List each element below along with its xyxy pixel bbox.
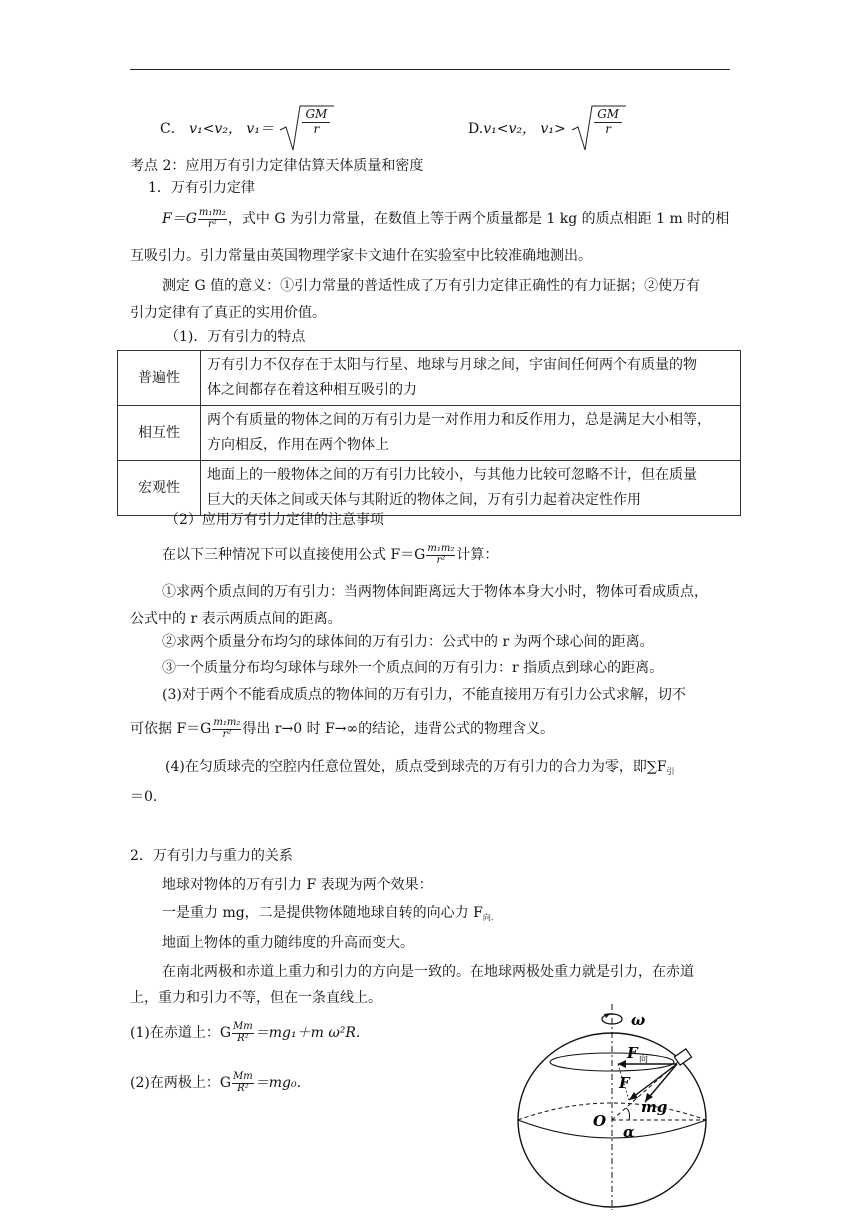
sqrt-numerator: GM bbox=[302, 108, 330, 123]
feature-desc-line: 万有引力不仅存在于太阳与行星、地球与月球之间，宇宙间任何两个有质量的物 bbox=[207, 357, 697, 373]
option-c-relation: v₁<v₂， bbox=[189, 121, 242, 137]
f-centripetal-subscript: 向 bbox=[639, 1055, 649, 1065]
notes-intro bbox=[162, 544, 498, 566]
feature-desc bbox=[201, 461, 741, 516]
cavendish-line: 互吸引力。引力常量由英国物理学家卡文迪什在实验室中比较准确地测出。 bbox=[130, 248, 592, 264]
mg-label: mg bbox=[641, 1098, 668, 1116]
note4-text: (4)在匀质球壳的空腔内任意位置处，质点受到球壳的万有引力的合力为零，即∑F bbox=[165, 759, 667, 775]
formula-fraction bbox=[426, 544, 455, 566]
gravity-force-arrow bbox=[629, 1064, 677, 1100]
g-meaning-line1: 测定 G 值的意义：①引力常量的普适性成了万有引力定律正确性的有力证据；②使万有 bbox=[162, 278, 701, 294]
f-centripetal-label: F bbox=[627, 1044, 638, 1062]
poles-label: (2)在两极上：G bbox=[130, 1075, 232, 1091]
note4-line2: ＝0. bbox=[130, 789, 158, 805]
case2-line: ②求两个质量分布均匀的球体间的万有引力：公式中的 r 为两个球心间的距离。 bbox=[162, 634, 654, 650]
features-table bbox=[117, 350, 741, 516]
formula-numerator: m₁m₂ bbox=[198, 207, 226, 218]
equator-rhs: ＝mg₁＋m ω²R. bbox=[254, 1025, 361, 1041]
mm-denominator: R² bbox=[237, 1082, 249, 1094]
sqrt-gm-over-r bbox=[570, 104, 626, 154]
option-d-label: D. bbox=[468, 121, 484, 137]
omega-label: ω bbox=[631, 1011, 646, 1029]
formula-fraction bbox=[212, 718, 241, 740]
option-c-label: C． bbox=[160, 121, 185, 137]
mm-fraction bbox=[232, 1072, 254, 1094]
header-rule bbox=[130, 69, 730, 70]
gravitation-formula-line bbox=[162, 208, 729, 230]
feature-desc-line: 两个有质量的物体之间的万有引力是一对作用力和反作用力，总是满足大小相等， bbox=[207, 412, 711, 428]
note3-tail: 得出 r→0 时 F→∞的结论，违背公式的物理含义。 bbox=[242, 721, 555, 737]
feature-desc bbox=[201, 351, 741, 406]
feature-desc bbox=[201, 406, 741, 461]
note4-line1 bbox=[165, 759, 675, 777]
alpha-label: α bbox=[623, 1123, 635, 1141]
formula-denominator: r² bbox=[222, 728, 232, 740]
poles-rhs: ＝mg₀. bbox=[254, 1075, 302, 1091]
option-d bbox=[468, 104, 626, 154]
sqrt-denominator: r bbox=[313, 121, 320, 136]
sqrt-numerator: GM bbox=[594, 108, 622, 123]
features-title: （1)．万有引力的特点 bbox=[165, 329, 306, 345]
mm-numerator: Mm bbox=[233, 1021, 253, 1032]
section3-p4-line2: 上，重力和引力不等，但在一条直线上。 bbox=[130, 990, 382, 1006]
section3-title: 2．万有引力与重力的关系 bbox=[130, 848, 293, 864]
feature-desc-line: 地面上的一般物体之间的万有引力比较小，与其他力比较可忽略不计，但在质量 bbox=[207, 467, 697, 483]
case1-line1: ①求两个质点间的万有引力：当两物体间距离远大于物体本身大小时，物体可看成质点， bbox=[162, 584, 708, 600]
sqrt-gm-over-r bbox=[278, 104, 334, 154]
section3-p2-text: 一是重力 mg，二是提供物体随地球自转的向心力 F bbox=[162, 905, 483, 921]
formula-numerator: m₁m₂ bbox=[213, 717, 241, 728]
table-row bbox=[118, 461, 741, 516]
feature-name: 宏观性 bbox=[118, 461, 201, 516]
formula-numerator: m₁m₂ bbox=[427, 543, 455, 554]
section3-p3: 地面上物体的重力随纬度的升高而变大。 bbox=[162, 935, 414, 951]
f-gravity-label: F bbox=[619, 1074, 630, 1092]
note3-line1: (3)对于两个不能看成质点的物体间的万有引力，不能直接用万有引力公式求解，切不 bbox=[162, 687, 686, 703]
note3-text: 可依据 F＝G bbox=[130, 721, 212, 737]
notes-intro-tail: 计算： bbox=[456, 547, 499, 563]
rotation-arrowhead-icon bbox=[604, 1013, 611, 1018]
table-row bbox=[118, 351, 741, 406]
origin-label: O bbox=[593, 1112, 607, 1130]
item1-heading: 1．万有引力定律 bbox=[148, 180, 255, 196]
formula-lhs: F＝G bbox=[162, 211, 197, 227]
table-row bbox=[118, 406, 741, 461]
earth-gravity-diagram bbox=[505, 1000, 730, 1212]
mm-denominator: R² bbox=[237, 1032, 249, 1044]
option-d-equation: v₁> bbox=[540, 121, 566, 137]
option-d-relation: v₁<v₂， bbox=[483, 121, 536, 137]
option-c-equation: v₁＝ bbox=[246, 121, 274, 137]
section3-p2-subscript: 向. bbox=[482, 913, 494, 922]
notes-title: （2）应用万有引力定律的注意事项 bbox=[165, 512, 384, 528]
latitude-angle-arc bbox=[626, 1108, 630, 1120]
equator-label: (1)在赤道上：G bbox=[130, 1025, 232, 1041]
feature-name: 相互性 bbox=[118, 406, 201, 461]
equator-equation bbox=[130, 1022, 360, 1044]
formula-denominator: r² bbox=[436, 554, 446, 566]
mm-numerator: Mm bbox=[233, 1071, 253, 1082]
feature-desc-line: 体之间都存在着这种相互吸引的力 bbox=[207, 382, 417, 398]
formula-denominator: r² bbox=[208, 218, 217, 230]
mm-fraction bbox=[232, 1022, 254, 1044]
feature-desc-line: 巨大的天体之间或天体与其附近的物体之间，万有引力起着决定性作用 bbox=[207, 492, 641, 508]
section3-p2 bbox=[162, 905, 493, 923]
note4-subscript: 引 bbox=[666, 767, 675, 776]
poles-equation bbox=[130, 1072, 301, 1094]
feature-desc-line: 方向相反，作用在两个物体上 bbox=[207, 437, 389, 453]
centripetal-arrowhead-icon bbox=[618, 1060, 626, 1068]
feature-name: 普遍性 bbox=[118, 351, 201, 406]
formula-description: ，式中 G 为引力常量，在数值上等于两个质量都是 1 kg 的质点相距 1 m 时的相 bbox=[227, 211, 730, 227]
case1-line2: 公式中的 r 表示两质点间的距离。 bbox=[130, 611, 342, 627]
gravity-arrowhead-icon bbox=[629, 1092, 638, 1100]
sqrt-denominator: r bbox=[605, 121, 612, 136]
option-c bbox=[160, 104, 334, 154]
section3-p4-line1: 在南北两极和赤道上重力和引力的方向是一致的。在地球两极处重力就是引力，在赤道 bbox=[162, 964, 694, 980]
g-meaning-line2: 引力定律有了真正的实用价值。 bbox=[130, 305, 326, 321]
formula-fraction bbox=[198, 208, 227, 230]
section-title: 考点 2：应用万有引力定律估算天体质量和密度 bbox=[130, 158, 424, 174]
note3-line2 bbox=[130, 718, 554, 740]
case3-line: ③一个质量分布均匀球体与球外一个质点间的万有引力：r 指质点到球心的距离。 bbox=[162, 660, 664, 676]
section3-p1: 地球对物体的万有引力 F 表现为两个效果： bbox=[162, 877, 433, 893]
notes-intro-text: 在以下三种情况下可以直接使用公式 F＝G bbox=[162, 547, 426, 563]
